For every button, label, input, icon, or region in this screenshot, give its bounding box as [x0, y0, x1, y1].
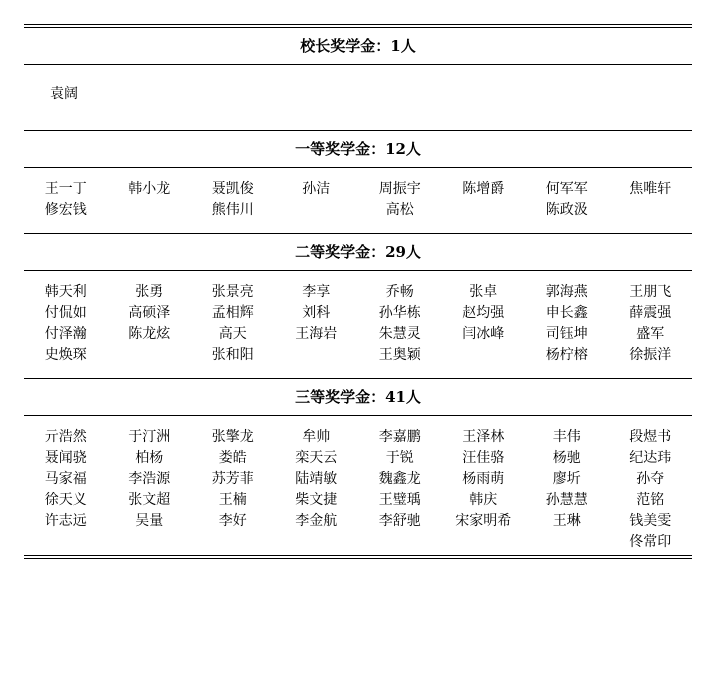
section-title-third-class: 三等奖学金：41人 — [295, 388, 421, 406]
name-cell: 高硕泽 — [128, 305, 171, 321]
section-body-second-class — [24, 271, 692, 378]
name-cell: 高天 — [218, 326, 247, 342]
section-title-second-class: 二等奖学金：29人 — [295, 243, 421, 261]
name-cell: 聂凯俊 — [211, 181, 254, 197]
name-cell: 孙华栋 — [378, 305, 421, 321]
name-cell: 王一丁 — [44, 181, 87, 197]
name-cell: 陆靖敏 — [295, 471, 338, 487]
name-cell: 袁阔 — [50, 86, 78, 102]
section-title-first-class: 一等奖学金：12人 — [295, 140, 421, 158]
name-cell: 李浩源 — [128, 471, 171, 487]
name-cell: 陈政汲 — [545, 202, 588, 218]
section-body-first-class — [24, 168, 692, 233]
name-cell: 段煜书 — [629, 429, 672, 445]
name-cell: 苏芳菲 — [211, 471, 254, 487]
name-cell: 刘科 — [302, 305, 331, 321]
name-cell: 王楠 — [218, 492, 247, 508]
name-grid — [24, 427, 692, 553]
name-cell: 亓浩然 — [44, 429, 87, 445]
name-cell: 吴量 — [135, 513, 164, 529]
name-grid — [24, 179, 692, 221]
name-cell: 焦唯轩 — [629, 181, 672, 197]
name-cell: 周振宇 — [378, 181, 421, 197]
name-cell: 申长鑫 — [545, 305, 588, 321]
name-cell: 史焕琛 — [44, 347, 87, 363]
name-cell: 张景亮 — [211, 284, 254, 300]
name-cell: 陈龙炫 — [128, 326, 171, 342]
name-cell: 李金航 — [295, 513, 338, 529]
name-cell: 孟相辉 — [211, 305, 254, 321]
name-cell: 韩天利 — [44, 284, 87, 300]
name-cell: 宋家明希 — [455, 513, 512, 529]
name-cell: 李嘉鹏 — [378, 429, 421, 445]
name-cell: 牟帅 — [302, 429, 331, 445]
name-cell: 娄皓 — [218, 450, 247, 466]
name-cell: 于锐 — [385, 450, 414, 466]
name-cell: 孙慧慧 — [545, 492, 588, 508]
name-cell: 韩庆 — [469, 492, 498, 508]
name-cell: 孙洁 — [302, 181, 331, 197]
name-cell: 张文超 — [128, 492, 171, 508]
name-cell: 何军军 — [545, 181, 588, 197]
name-cell: 李好 — [218, 513, 247, 529]
name-cell: 范铭 — [636, 492, 665, 508]
name-cell: 付泽瀚 — [44, 326, 87, 342]
name-cell: 张和阳 — [211, 347, 254, 363]
name-cell: 徐振洋 — [629, 347, 672, 363]
name-cell: 钱美雯 — [629, 513, 672, 529]
name-cell: 郭海燕 — [545, 284, 588, 300]
name-cell: 马家福 — [44, 471, 87, 487]
name-cell: 熊伟川 — [211, 202, 254, 218]
name-cell: 王琳 — [552, 513, 581, 529]
name-cell: 韩小龙 — [128, 181, 171, 197]
name-cell: 王璧瑀 — [378, 492, 421, 508]
name-cell: 修宏钱 — [44, 202, 87, 218]
name-grid — [24, 282, 692, 366]
name-cell: 魏鑫龙 — [378, 471, 421, 487]
name-cell: 徐天义 — [44, 492, 87, 508]
scholarship-list — [24, 24, 692, 559]
name-cell: 杨驰 — [552, 450, 581, 466]
name-cell: 张勇 — [135, 284, 164, 300]
name-cell: 栾天云 — [295, 450, 338, 466]
name-cell: 盛军 — [636, 326, 665, 342]
name-cell: 孙夺 — [636, 471, 665, 487]
name-cell: 丰伟 — [552, 429, 581, 445]
name-cell: 廖圻 — [552, 471, 581, 487]
name-cell: 赵均强 — [462, 305, 505, 321]
section-title-principal: 校长奖学金：1人 — [300, 37, 416, 55]
name-cell: 王海岩 — [295, 326, 338, 342]
name-cell: 张擎龙 — [211, 429, 254, 445]
name-cell: 汪佳骆 — [462, 450, 505, 466]
section-body-principal — [24, 65, 692, 130]
name-cell: 王奥颖 — [378, 347, 421, 363]
name-cell: 杨雨萌 — [462, 471, 505, 487]
name-cell: 闫冰峰 — [462, 326, 505, 342]
name-cell: 付侃如 — [44, 305, 87, 321]
name-cell: 李享 — [302, 284, 331, 300]
name-cell: 乔畅 — [385, 284, 414, 300]
name-cell: 高松 — [385, 202, 414, 218]
name-cell: 许志远 — [44, 513, 87, 529]
name-cell: 李舒驰 — [378, 513, 421, 529]
name-cell: 王朋飞 — [629, 284, 672, 300]
name-cell: 杨柠榕 — [545, 347, 588, 363]
name-cell: 柴文捷 — [295, 492, 338, 508]
name-cell: 陈增爵 — [462, 181, 505, 197]
name-cell: 柏杨 — [135, 450, 164, 466]
name-cell: 司钰坤 — [545, 326, 588, 342]
name-cell: 张卓 — [469, 284, 498, 300]
name-cell: 纪达玮 — [629, 450, 672, 466]
name-cell: 朱慧灵 — [378, 326, 421, 342]
section-body-third-class — [24, 416, 692, 555]
name-cell: 薛震强 — [629, 305, 672, 321]
name-cell: 于汀洲 — [128, 429, 171, 445]
name-cell: 佟常印 — [629, 534, 672, 550]
bottom-double-rule — [24, 555, 692, 559]
name-cell: 聂闻骁 — [44, 450, 87, 466]
name-cell: 王泽林 — [462, 429, 505, 445]
